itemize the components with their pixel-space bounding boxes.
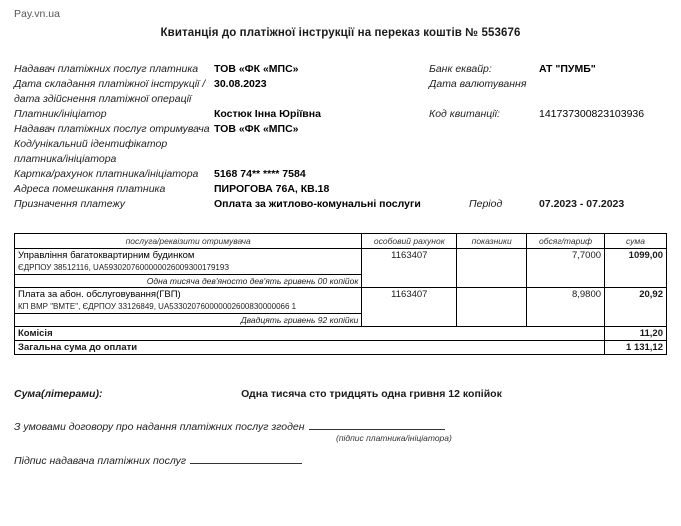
service-requisites: ЄДРПОУ 38512116, UA593020760000002600930017919З bbox=[18, 263, 230, 272]
sum-in-words bbox=[14, 388, 667, 400]
header-fields bbox=[14, 62, 667, 212]
table-row bbox=[15, 288, 667, 314]
field-label-acquirer-bank: Банк еквайр: bbox=[429, 63, 492, 75]
cell-meter bbox=[457, 288, 527, 327]
sum-in-words-value: Одна тисяча сто тридцять одна гривня 12 копійок bbox=[241, 388, 502, 400]
table-header-row bbox=[15, 234, 667, 249]
field-row bbox=[14, 182, 667, 197]
agreement-signature-line bbox=[309, 419, 445, 430]
agreement-label: З умовами договору про надання платіжних послуг згоден bbox=[14, 421, 305, 433]
total-label-grand: Загальна сума до оплати bbox=[15, 341, 605, 355]
field-value-card: 5168 74** **** 7584 bbox=[214, 168, 306, 180]
sum-in-words-label: Сума(літерами): bbox=[14, 388, 103, 400]
col-account: особовий рахунок bbox=[362, 234, 457, 249]
agreement-signature-caption: (підпис платника/ініціатора) bbox=[336, 433, 452, 443]
payment-details-table bbox=[14, 233, 667, 355]
cell-tariff: 8,9800 bbox=[527, 288, 605, 327]
field-label-provider: Надавач платіжних послуг платника bbox=[14, 63, 199, 75]
total-value-commission: 11,20 bbox=[605, 327, 667, 341]
field-value-receipt-code: 141737300823103936 bbox=[539, 108, 645, 120]
cell-account: 1163407 bbox=[362, 288, 457, 327]
cell-sum-words: Двадцять гривень 92 копійки bbox=[15, 314, 362, 327]
field-value-period: 07.2023 - 07.2023 bbox=[539, 198, 625, 210]
provider-signature-label: Підпис надавача платіжних послуг bbox=[14, 455, 187, 467]
field-label-payer-id: Код/унікальний ідентифікатор платника/ініціатора bbox=[14, 138, 168, 165]
table-row bbox=[15, 249, 667, 275]
cell-tariff: 7,7000 bbox=[527, 249, 605, 288]
page-title: Квитанція до платіжної інструкції на переказ коштів № 553676 bbox=[160, 27, 521, 39]
provider-signature-line bbox=[190, 453, 302, 464]
col-meter: показники bbox=[457, 234, 527, 249]
site-url: Pay.vn.ua bbox=[14, 8, 60, 20]
field-label-doc-date: Дата складання платіжної інструкції /дата здійснення платіжної операції bbox=[14, 78, 206, 105]
field-row bbox=[14, 137, 667, 167]
field-value-payer: Костюк Інна Юріївна bbox=[214, 108, 321, 120]
field-label-purpose: Призначення платежу bbox=[14, 198, 126, 210]
cell-sum-words: Одна тисяча дев'яносто дев'ять гривень 00 копійок bbox=[15, 275, 362, 288]
field-row bbox=[14, 77, 667, 107]
service-name: Управління багатоквартирним будинком bbox=[18, 250, 195, 261]
field-row bbox=[14, 122, 667, 137]
cell-account: 1163407 bbox=[362, 249, 457, 288]
cell-meter bbox=[457, 249, 527, 288]
service-name: Плата за абон. обслуговування(ГВП) bbox=[18, 289, 181, 300]
col-tariff: обсяг/тариф bbox=[527, 234, 605, 249]
field-label-payer: Платник/ініціатор bbox=[14, 108, 107, 120]
table-total-row bbox=[15, 327, 667, 341]
total-value-grand: 1 131,12 bbox=[605, 341, 667, 355]
cell-sum: 1099,00 bbox=[605, 249, 667, 288]
field-row bbox=[14, 107, 667, 122]
field-row bbox=[14, 167, 667, 182]
field-value-purpose: Оплата за житлово-комунальні послуги bbox=[214, 198, 421, 210]
provider-signature bbox=[14, 453, 302, 467]
field-label-period: Період bbox=[469, 198, 503, 210]
cell-service bbox=[15, 288, 362, 314]
field-label-recipient-provider: Надавач платіжних послуг отримувача bbox=[14, 123, 210, 135]
total-label-commission: Комісія bbox=[15, 327, 605, 341]
field-value-acquirer-bank: АТ "ПУМБ" bbox=[539, 63, 596, 75]
field-label-address: Адреса помешкання платника bbox=[14, 183, 166, 195]
field-label-receipt-code: Код квитанції: bbox=[429, 108, 500, 120]
col-sum: сума bbox=[605, 234, 667, 249]
field-label-value-date: Дата валютування bbox=[429, 78, 527, 90]
table-total-row bbox=[15, 341, 667, 355]
field-value-doc-date: 30.08.2023 bbox=[214, 78, 267, 90]
field-label-card: Картка/рахунок платника/ініціатора bbox=[14, 168, 199, 180]
agreement-text bbox=[14, 419, 445, 433]
field-value-address: ПИРОГОВА 76А, КВ.18 bbox=[214, 183, 330, 195]
cell-service bbox=[15, 249, 362, 275]
col-service: послуга/реквізити отримувача bbox=[15, 234, 362, 249]
cell-sum: 20,92 bbox=[605, 288, 667, 327]
field-row bbox=[14, 62, 667, 77]
service-requisites: КП ВМР "ВМТЕ", ЄДРПОУ 33126849, UA533020760000002600830000066 1 bbox=[18, 302, 297, 311]
field-value-recipient-provider: ТОВ «ФК «МПС» bbox=[214, 123, 299, 135]
field-value-provider: ТОВ «ФК «МПС» bbox=[214, 63, 299, 75]
field-row bbox=[14, 197, 667, 212]
